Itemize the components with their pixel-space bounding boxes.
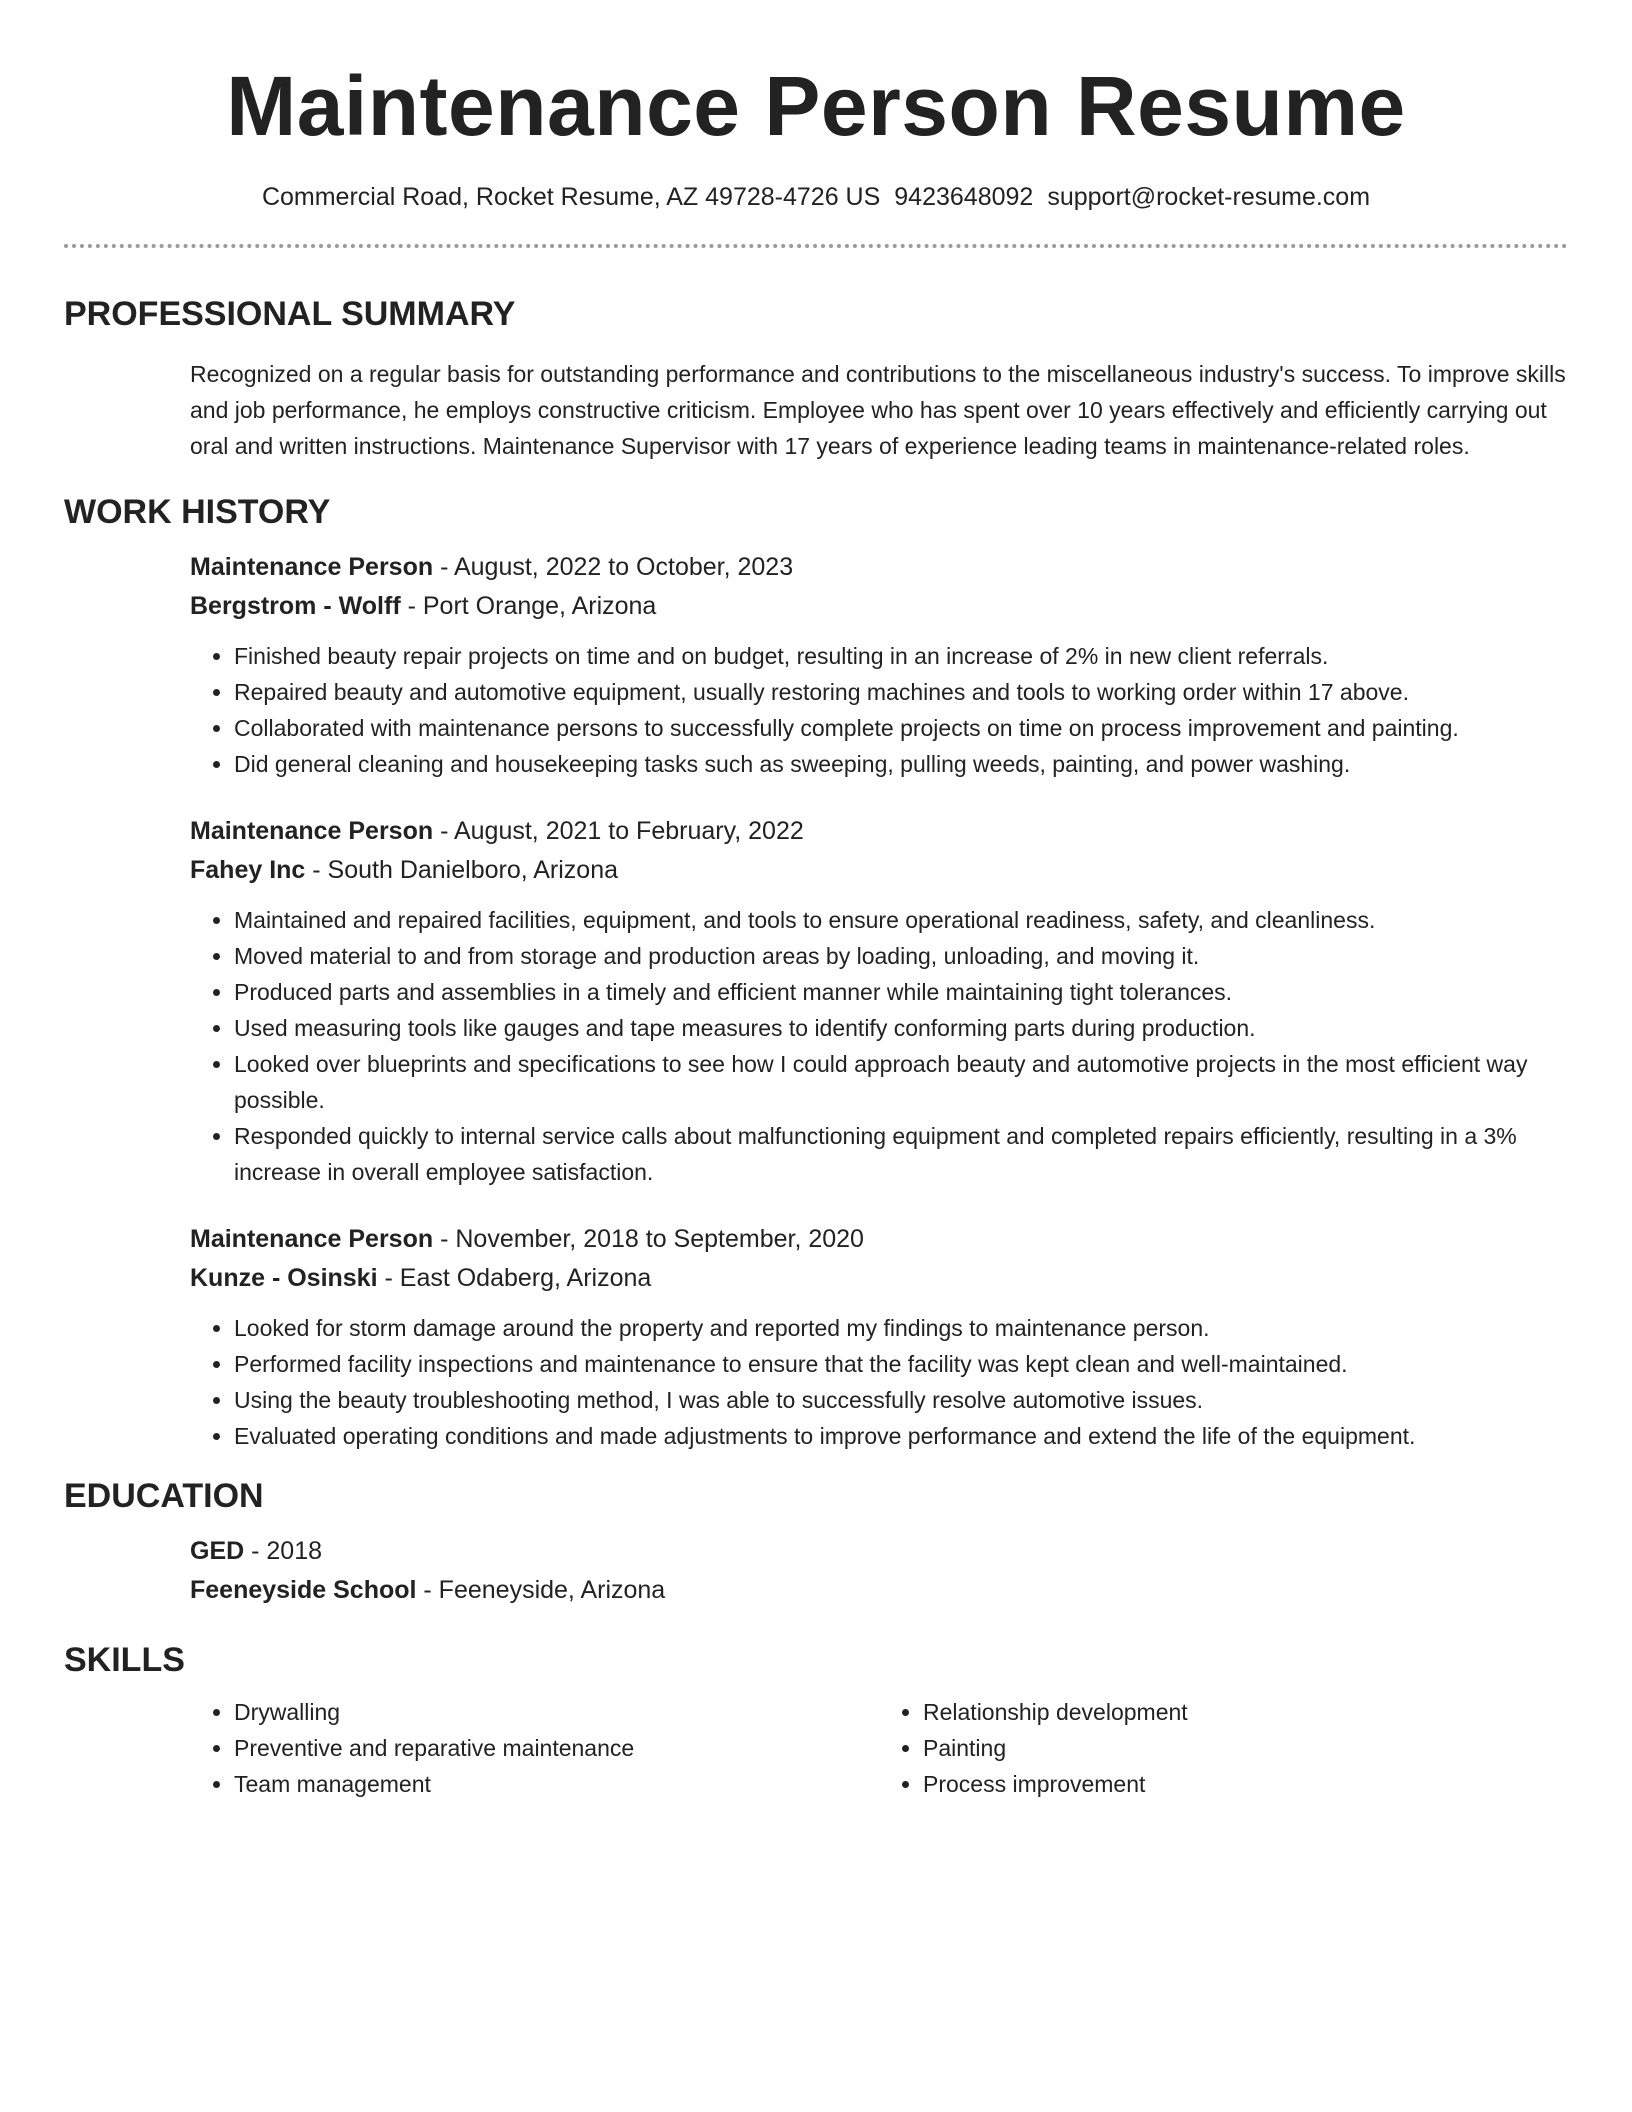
skills-heading: SKILLS	[64, 1641, 185, 1679]
job-dates: - November, 2018 to September, 2020	[433, 1225, 864, 1253]
list-item: • Using the beauty troubleshooting method, I was able to successfully resolve automotive issues.	[234, 1382, 1568, 1418]
job-company-line	[190, 587, 1568, 626]
job-company-line	[190, 1259, 1568, 1298]
education-degree-line	[190, 1532, 1568, 1571]
list-item: • Relationship development	[923, 1694, 1568, 1730]
list-item: • Finished beauty repair projects on time and on budget, resulting in an increase of 2% in new client referrals.	[234, 638, 1568, 674]
summary-text: Recognized on a regular basis for outstanding performance and contributions to the miscellaneous industry's success. To improve skills and job performance, he employs constructive criticism. Employee who has spent over 10 years effectively and efficiently carrying out oral and written instructions. Maintenance Supervisor with 17 years of experience leading teams in maintenance-related roles.	[190, 361, 1566, 459]
contact-address: Commercial Road, Rocket Resume, AZ 49728-4726 US	[261, 183, 881, 211]
job-entry	[190, 548, 1568, 782]
list-item: • Process improvement	[923, 1766, 1568, 1802]
list-item: • Repaired beauty and automotive equipment, usually restoring machines and tools to working order within 17 above.	[234, 674, 1568, 710]
job-title-line	[190, 548, 1568, 587]
page-title: Maintenance Person Resume	[226, 59, 1406, 153]
job-title: Maintenance Person	[190, 817, 434, 845]
list-item: • Drywalling	[234, 1694, 879, 1730]
contact-phone: 9423648092	[894, 183, 1034, 211]
list-item: • Preventive and reparative maintenance	[234, 1730, 879, 1766]
job-company: Kunze - Osinski	[190, 1264, 378, 1292]
list-item: • Collaborated with maintenance persons to successfully complete projects on time on process improvement and painting.	[234, 710, 1568, 746]
job-bullets	[190, 902, 1568, 1190]
list-item: • Used measuring tools like gauges and tape measures to identify conforming parts during production.	[234, 1010, 1568, 1046]
list-item: • Moved material to and from storage and production areas by loading, unloading, and moving it.	[234, 938, 1568, 974]
work-history-heading: WORK HISTORY	[64, 493, 331, 531]
summary-heading: PROFESSIONAL SUMMARY	[64, 295, 516, 333]
list-item: • Responded quickly to internal service calls about malfunctioning equipment and completed repairs efficiently, resulting in a 3% increase in overall employee satisfaction.	[234, 1118, 1568, 1190]
job-company: Bergstrom - Wolff	[190, 592, 401, 620]
job-location: - Port Orange, Arizona	[400, 592, 657, 620]
list-item: • Evaluated operating conditions and made adjustments to improve performance and extend the life of the equipment.	[234, 1418, 1568, 1454]
list-item: • Did general cleaning and housekeeping tasks such as sweeping, pulling weeds, painting, and power washing.	[234, 746, 1568, 782]
list-item: • Team management	[234, 1766, 879, 1802]
job-dates: - August, 2021 to February, 2022	[433, 817, 804, 845]
skills-column-right	[879, 1694, 1568, 1802]
education-year: - 2018	[244, 1537, 323, 1565]
job-title-line	[190, 812, 1568, 851]
list-item: • Looked for storm damage around the property and reported my findings to maintenance person.	[234, 1310, 1568, 1346]
list-item: • Produced parts and assemblies in a timely and efficient manner while maintaining tight tolerances.	[234, 974, 1568, 1010]
education-school: Feeneyside School	[190, 1576, 417, 1604]
header-divider	[64, 244, 1568, 248]
job-company-line	[190, 851, 1568, 890]
job-title: Maintenance Person	[190, 553, 434, 581]
job-entry	[190, 812, 1568, 1190]
job-company: Fahey Inc	[190, 856, 306, 884]
education-school-line	[190, 1571, 1568, 1610]
list-item: • Painting	[923, 1730, 1568, 1766]
job-entry	[190, 1220, 1568, 1454]
skills-list	[190, 1694, 1568, 1802]
job-bullets	[190, 638, 1568, 782]
job-location: - South Danielboro, Arizona	[305, 856, 619, 884]
list-item: • Looked over blueprints and specifications to see how I could approach beauty and automotive projects in the most efficient way possible.	[234, 1046, 1568, 1118]
job-title-line	[190, 1220, 1568, 1259]
education-location: - Feeneyside, Arizona	[416, 1576, 666, 1604]
education-heading: EDUCATION	[64, 1477, 264, 1515]
skills-column-left	[190, 1694, 879, 1802]
contact-line	[64, 180, 1568, 214]
job-title: Maintenance Person	[190, 1225, 434, 1253]
job-bullets	[190, 1310, 1568, 1454]
job-dates: - August, 2022 to October, 2023	[433, 553, 794, 581]
education-entry	[190, 1532, 1568, 1610]
work-history-list	[190, 548, 1568, 1454]
education-degree: GED	[190, 1537, 245, 1565]
job-location: - East Odaberg, Arizona	[377, 1264, 652, 1292]
contact-email: support@rocket-resume.com	[1047, 183, 1371, 211]
list-item: • Maintained and repaired facilities, equipment, and tools to ensure operational readiness, safety, and cleanliness.	[234, 902, 1568, 938]
list-item: • Performed facility inspections and maintenance to ensure that the facility was kept clean and well-maintained.	[234, 1346, 1568, 1382]
